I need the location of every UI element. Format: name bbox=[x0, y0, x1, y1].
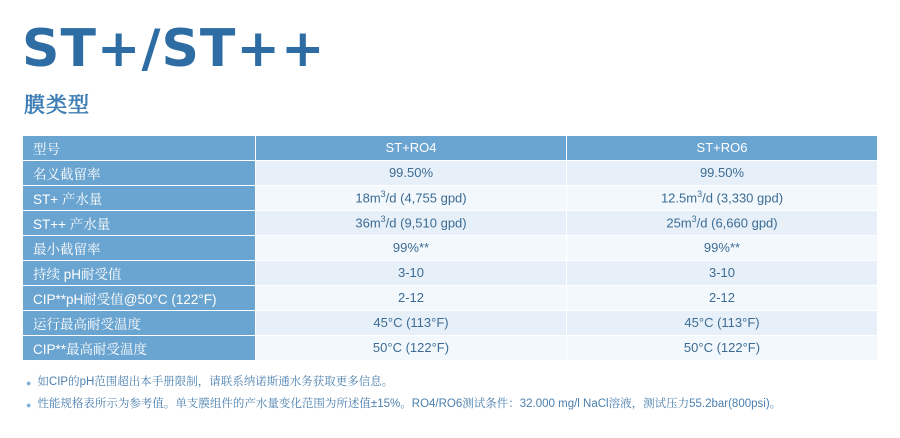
page-title: ST+/ST++ bbox=[22, 19, 326, 79]
value-prefix: 36m bbox=[355, 215, 381, 231]
row-label: ST+ 产水量 bbox=[23, 185, 256, 210]
row-value-ro4: 99.50% bbox=[256, 160, 567, 185]
table-row bbox=[23, 285, 878, 310]
value-superscript: 3 bbox=[380, 189, 386, 200]
row-value-ro6 bbox=[567, 185, 878, 210]
row-value-ro6: 45°C (113°F) bbox=[567, 310, 878, 335]
table-row bbox=[23, 235, 878, 260]
row-label: CIP**最高耐受温度 bbox=[23, 335, 256, 360]
table-row bbox=[23, 185, 878, 210]
value-suffix: /d (6,660 gpd) bbox=[696, 215, 778, 231]
table-row bbox=[23, 335, 878, 360]
row-label: ST++ 产水量 bbox=[23, 210, 256, 235]
footnote-item bbox=[26, 397, 878, 413]
row-value-ro4: 45°C (113°F) bbox=[256, 310, 567, 335]
footnote-item bbox=[26, 375, 878, 391]
row-label: 名义截留率 bbox=[23, 160, 256, 185]
value-prefix: 12.5m bbox=[660, 190, 698, 206]
value-suffix: /d (9,510 gpd) bbox=[385, 215, 467, 231]
value-suffix: /d (3,330 gpd) bbox=[702, 190, 784, 206]
value-suffix: /d (4,755 gpd) bbox=[385, 190, 467, 206]
value-prefix: 18m bbox=[355, 190, 381, 206]
row-label: CIP**pH耐受值@50°C (122°F) bbox=[23, 285, 256, 310]
row-value-ro4: 2-12 bbox=[256, 285, 567, 310]
row-value-ro6: 3-10 bbox=[567, 260, 878, 285]
row-value-ro6 bbox=[567, 210, 878, 235]
footnote-text: 如CIP的pH范围超出本手册限制，请联系纳诺斯通水务获取更多信息。 bbox=[37, 375, 394, 388]
value-superscript: 3 bbox=[697, 189, 703, 200]
row-value-ro4: 99%** bbox=[256, 235, 567, 260]
column-header-st-ro4: ST+RO4 bbox=[256, 135, 567, 160]
table-header-row bbox=[23, 135, 878, 160]
row-value-ro6: 2-12 bbox=[567, 285, 878, 310]
row-value-ro6: 50°C (122°F) bbox=[567, 335, 878, 360]
table-row bbox=[23, 310, 878, 335]
footnote-text: 性能规格表所示为参考值。单支膜组件的产水量变化范围为所述值±15%。RO4/RO6测试条件：32.000 mg/l NaCl溶液，测试压力55.2bar(800psi)。 bbox=[37, 398, 782, 411]
table-row bbox=[23, 160, 878, 185]
row-value-ro4 bbox=[256, 210, 567, 235]
value-superscript: 3 bbox=[380, 214, 386, 225]
specification-table bbox=[22, 135, 878, 361]
table-row bbox=[23, 210, 878, 235]
table-row bbox=[23, 260, 878, 285]
row-value-ro4: 3-10 bbox=[256, 260, 567, 285]
column-header-st-ro6: ST+RO6 bbox=[567, 135, 878, 160]
row-value-ro6: 99.50% bbox=[567, 160, 878, 185]
row-label: 持续 pH耐受值 bbox=[23, 260, 256, 285]
value-prefix: 25m bbox=[666, 215, 692, 231]
row-value-ro6: 99%** bbox=[567, 235, 878, 260]
row-value-ro4 bbox=[256, 185, 567, 210]
bullet-icon: ● bbox=[26, 400, 32, 411]
column-header-model: 型号 bbox=[23, 135, 256, 160]
footnotes bbox=[22, 375, 878, 413]
row-label: 最小截留率 bbox=[23, 235, 256, 260]
bullet-icon: ● bbox=[26, 377, 32, 388]
value-superscript: 3 bbox=[691, 214, 697, 225]
row-label: 运行最高耐受温度 bbox=[23, 310, 256, 335]
row-value-ro4: 50°C (122°F) bbox=[256, 335, 567, 360]
page-subtitle: 膜类型 bbox=[24, 92, 90, 117]
